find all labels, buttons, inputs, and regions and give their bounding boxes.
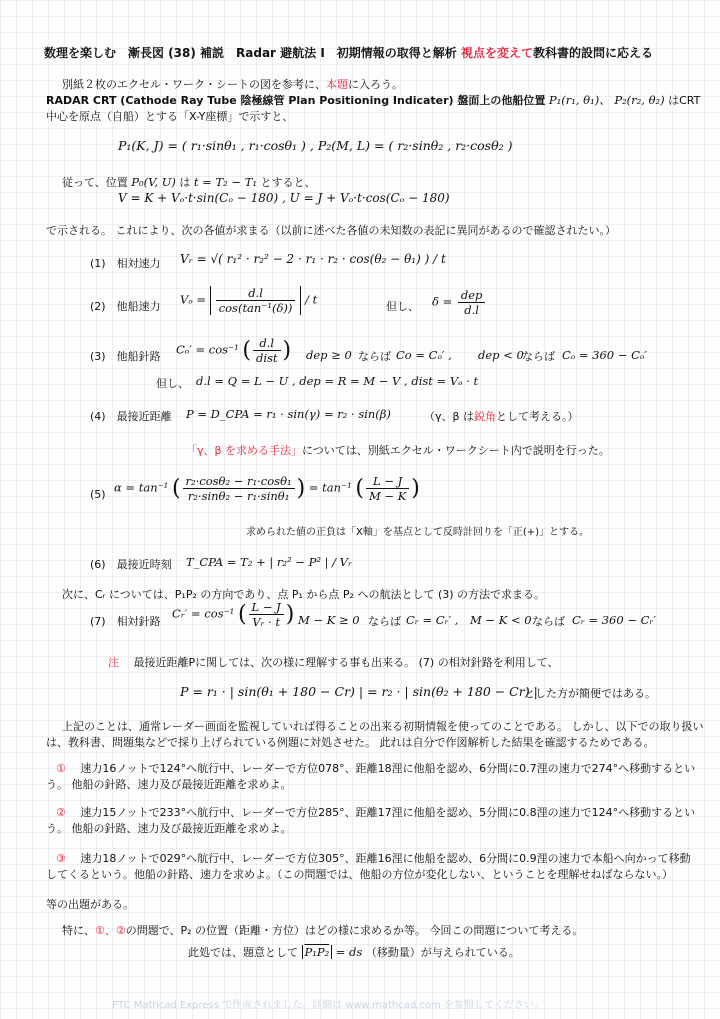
i4-note-red: 鋭角: [474, 410, 497, 423]
problem-1: [56, 760, 695, 776]
i7-lhs: Cᵣ′ = cos⁻¹: [172, 606, 235, 621]
item5-note: 求められた値の正負は「X軸」を基点として反時計回りを「正(+)」とする。: [246, 527, 590, 538]
problem-2-line2: う。 他船の針路、速力及び最接近距離を求めよ。: [46, 822, 292, 835]
problem-3-num: ③: [56, 852, 66, 865]
item6-label: (6) 最接近時刻: [90, 558, 172, 571]
item3-res2: Cₒ = 360 − Cₒ′: [562, 348, 647, 362]
page-title: [44, 44, 653, 61]
problem-1-num: ①: [56, 762, 66, 775]
note-formula: P = r₁ · | sin(θ₁ + 180 − Cr) | = r₂ · | sin(θ₂ + 180 − Cr) |: [180, 684, 538, 699]
i7-num: L − J: [249, 600, 284, 615]
i7-den: Vᵣ · t: [252, 615, 281, 629]
i4-sub-red: 「γ、β を求める手法」: [186, 444, 303, 457]
item3-cond2: dep < 0: [478, 348, 524, 362]
intro-text: 別紙２枚のエクセル・ワーク・シートの図を参考に、: [62, 78, 326, 91]
item3-naraba2: ならば: [522, 350, 555, 363]
item2-but: 但し、: [386, 300, 419, 313]
problem-3-line1: 速力18ノットで029°へ航行中、レーダーで方位305°、距離16浬に他船を認め、6分間に0.9浬の速力で本船へ向かって移動: [80, 852, 691, 865]
delta-num: dep: [458, 288, 486, 303]
item7-res2: Cᵣ = 360 − Cᵣ′: [572, 613, 657, 627]
problem-2-num: ②: [56, 806, 66, 819]
pos-text-c: とすると、: [260, 176, 316, 189]
title-tail: 教科書的設問に応える: [533, 46, 654, 60]
item7-label: (7) 相対針路: [90, 615, 161, 628]
closing-eq: = ds: [335, 945, 363, 959]
item7-naraba1: ならば: [368, 615, 401, 628]
delta-den: d.l: [464, 303, 479, 317]
item5-formula: α = tan⁻¹ ( $\frac{\text{r₂·cosθ₂ − r₁·cosθ₁}}{\text{r₂·sinθ₂ − r₁·sinθ₁}}$ ) = tan⁻¹ ( $\frac{L - J}{M - K}$ ): [114, 474, 420, 503]
i4-note-b: として考える。）: [496, 410, 579, 423]
i5-frac: [183, 474, 295, 503]
problem-2-line1: 速力15ノットで233°へ航行中、レーダーで方位285°、距離17浬に他船を認め、5分間に0.8浬の速力で124°へ移動するとい: [80, 806, 696, 819]
item7-naraba2: ならば: [532, 615, 565, 628]
delta-frac: [458, 288, 486, 317]
i2-tail: / t: [305, 292, 318, 307]
i3-lhs: Cₒ′ = cos⁻¹: [176, 342, 239, 357]
closing-line1: 等の出題がある。: [46, 898, 134, 911]
item7-cond1: M − K ≥ 0: [298, 613, 360, 627]
problem-1-line1: 速力16ノットで124°へ航行中、レーダーで方位078°、距離18浬に他船を認め、6分間に0.7浬の速力で274°へ移動するとい: [80, 762, 696, 775]
i5-lhs: α = tan⁻¹: [114, 480, 169, 495]
i3-den: dist: [255, 351, 278, 365]
closing-line3: [188, 944, 520, 960]
item5-label: (5): [90, 488, 106, 501]
note-text: 最接近距離Pに関しては、次の様に理解する事も出来る。 (7) の相対針路を利用して、: [133, 656, 559, 669]
shown-text: で示される。 これにより、次の各値が求まる（以前に述べた各値の未知数の表記に異同があるので確認されたい。）: [46, 224, 616, 237]
i2-frac: [216, 286, 296, 315]
intro-line2: [46, 92, 700, 108]
i7-frac: [249, 600, 284, 629]
i5-num2: L − J: [366, 474, 409, 489]
item7-formula: Cᵣ′ = cos⁻¹ ( $\frac{L - J}{\text{Vᵣ · t}}$ ): [172, 600, 295, 629]
item3-formula: Cₒ′ = cos⁻¹ ( $\frac{d.l}{\text{dist}}$ ): [176, 336, 292, 365]
item4-label: (4) 最接近距離: [90, 410, 172, 423]
item3-cond1: dep ≥ 0: [306, 348, 352, 362]
problem-3: [56, 850, 691, 866]
para-line2: は、教科書、問題集などで採り上げられている例題に対処させた。 此れは自分で作図解析した結果を確認するためである。: [46, 736, 655, 749]
watermark: PTC Mathcad Express で作成されました。詳細は www.mathcad.com を参照してください。: [112, 1000, 544, 1011]
closing-line3-a: 此処では、題意として: [188, 946, 298, 959]
problem-2: [56, 804, 695, 820]
equation-vu: V = K + Vₒ·t·sin(Cₒ − 180) , U = J + Vₒ·t·cos(Cₒ − 180): [118, 191, 450, 205]
i3-frac: [253, 336, 281, 365]
title-highlight: 視点を変えて: [460, 46, 533, 60]
item3-but: 但し、: [156, 377, 189, 390]
item4-formula: P = D_CPA = r₁ · sin(γ) = r₂ · sin(β): [186, 407, 391, 421]
next-text: 次に、Cᵣ については、P₁P₂ の方向であり、点 P₁ から点 P₂ への航法として (3) の方法で求まる。: [62, 588, 546, 601]
intro-line3: 中心を原点（自船）とする「X-Y座標」で示すと、: [46, 110, 294, 123]
i2-lhs: Vₒ =: [180, 292, 207, 307]
pos-text-a: 従って、位置: [62, 176, 128, 189]
note-tail: とした方が簡便ではある。: [524, 687, 656, 700]
delta-lhs: δ =: [432, 294, 453, 309]
i5-eq: = tan⁻¹: [308, 480, 352, 495]
item3-label: (3) 他船針路: [90, 350, 161, 363]
intro-tail: はCRT: [668, 94, 701, 107]
closing-line2: [62, 922, 583, 938]
closing-line3-b: （移動量）が与えられている。: [365, 946, 520, 959]
equation-xy: P₁(K, J) = ( r₁·sinθ₁ , r₁·cosθ₁ ) , P₂(M, L) = ( r₂·sinθ₂ , r₂·cosθ₂ ): [118, 138, 513, 153]
intro-line1: [62, 76, 403, 92]
para-line1: 上記のことは、通常レーダー画面を監視していれば得ることの出来る初期情報を使ってのことである。 しかし、以下での取り扱い: [62, 720, 704, 733]
item4-sub: [186, 442, 610, 458]
i2-num: d.l: [216, 286, 296, 301]
problem-3-line2: してくるという。他船の針路、速力を求めよ。（この問題では、他船の方位が変化しない、ということを理解せねばならない。）: [46, 868, 673, 881]
i5-den2: M − K: [368, 489, 407, 503]
item7-res1: Cᵣ = Cᵣ′ ,: [406, 613, 459, 627]
item1-formula: Vᵣ = √( r₁² · r₂² − 2 · r₁ · r₂ · cos(θ₂ − θ₁) ) / t: [180, 252, 446, 266]
intro-text-b: に入ろう。: [348, 78, 403, 91]
item3-defs: d.l = Q = L − U , dep = R = M − V , dist = Vₒ · t: [196, 374, 479, 388]
closing-a: 特に、: [62, 924, 95, 937]
item2-formula: [180, 286, 317, 315]
title-main: 数理を楽しむ 漸長図 (38) 補説 Radar 避航法 I 初期情報の取得と解析: [44, 46, 457, 60]
i3-num: d.l: [253, 336, 281, 351]
note-line: [108, 654, 559, 670]
item4-note: [424, 408, 579, 424]
intro-math: P₁(r₁, θ₁)、 P₂(r₂, θ₂): [548, 93, 665, 107]
pos-math-b: t = T₂ − T₁: [193, 175, 257, 189]
item3-naraba1: ならば: [358, 350, 391, 363]
position-intro: [62, 174, 315, 190]
item2-delta: [432, 288, 487, 317]
intro-red: 本題: [326, 78, 348, 91]
item1-label: (1) 相対速力: [90, 257, 161, 270]
item2-label: (2) 他船速力: [90, 300, 161, 313]
pos-text-b: は: [179, 176, 191, 189]
closing-red: ①、②: [95, 924, 126, 937]
intro-radar-text: RADAR CRT (Cathode Ray Tube 陰極線管 Plan Positioning Indicater) 盤面上の他船位置: [46, 94, 546, 107]
i4-note-a: （γ、β は: [424, 410, 475, 423]
i2-abs: [210, 286, 302, 315]
item6-formula: T_CPA = T₂ + | r₂² − P² | / Vᵣ: [186, 555, 352, 569]
i4-sub-text: については、別紙エクセル・ワークシート内で説明を行った。: [302, 444, 610, 457]
problem-1-line2: う。 他船の針路、速力及び最接近距離を求めよ。: [46, 778, 292, 791]
i2-den: cos(tan⁻¹(δ)): [218, 301, 293, 315]
i5-frac2: [366, 474, 409, 503]
closing-vector: P₁P₂: [302, 945, 333, 959]
note-label: 注: [108, 656, 119, 669]
closing-b: の問題で、P₂ の位置（距離・方位）はどの様に求めるか等。 今回この問題について考える。: [125, 924, 584, 937]
i5-num: r₂·cosθ₂ − r₁·cosθ₁: [183, 474, 295, 489]
item7-cond2: M − K < 0: [470, 613, 532, 627]
pos-math-a: P₀(V, U): [131, 175, 176, 189]
item3-res1: Co = Cₒ′ ,: [396, 348, 452, 362]
i5-den: r₂·sinθ₂ − r₁·sinθ₁: [187, 489, 290, 503]
